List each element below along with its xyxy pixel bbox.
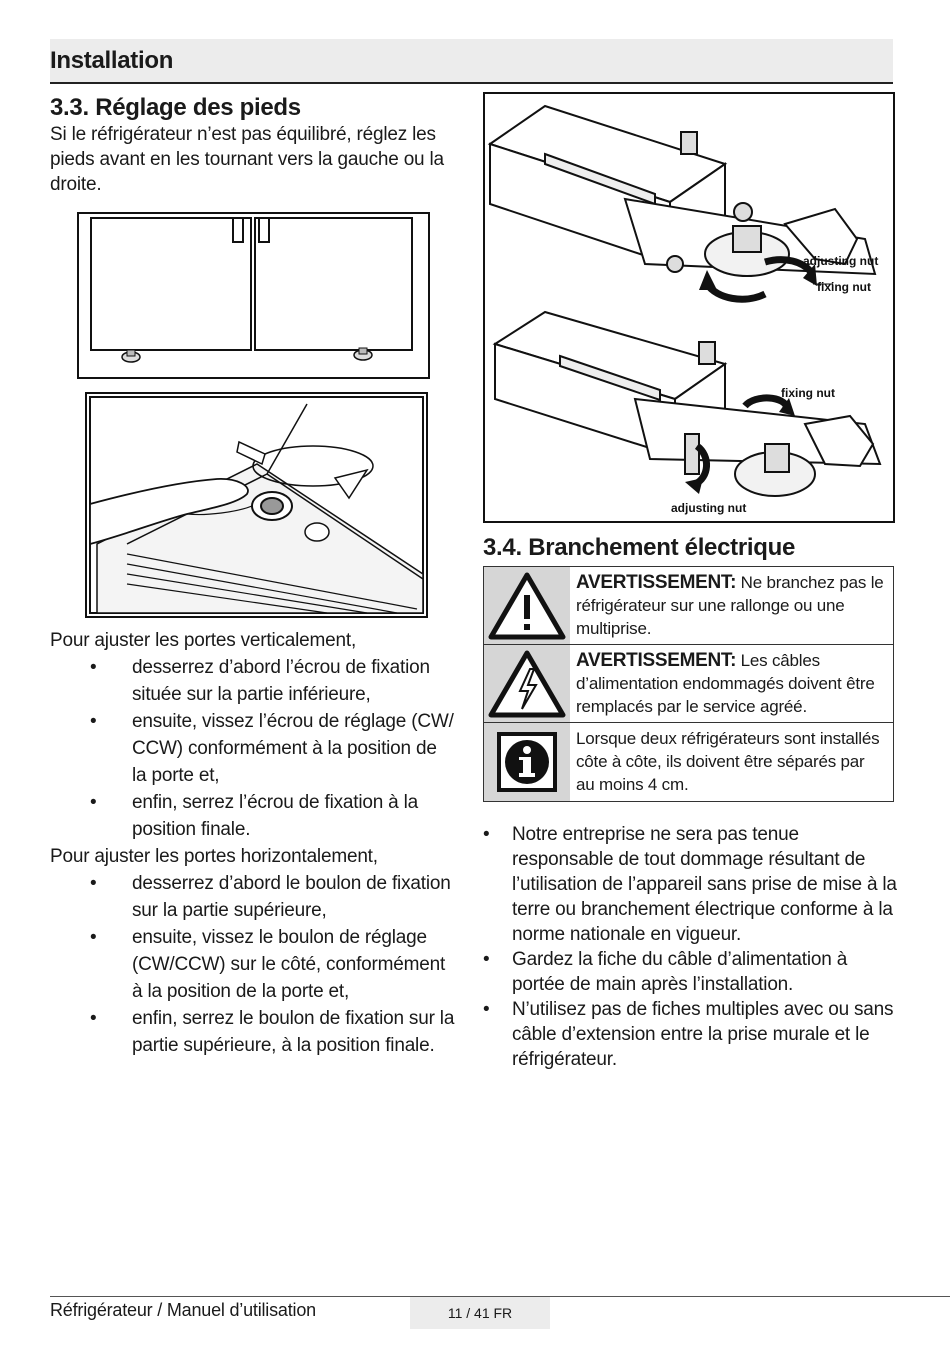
notice-text [570,567,893,644]
footer-doc-title: Réfrigérateur / Manuel d’utilisation [50,1300,316,1320]
notice-row [484,722,893,801]
notice-body: Lorsque deux réfrigérateurs sont installés côte à côte, ils doivent être séparés par au moins 4 cm. [576,729,880,794]
list-item: • Notre entreprise ne sera pas tenue responsable de tout dommage résultant de l’utilisation de l’appareil sans prise de mise à la terre ou branchement électrique conforme à la norme nationale en vigueur. [483,822,898,947]
list-item: • enfin, serrez le boulon de fixation sur la partie supérieure, à la position finale. [50,1005,455,1059]
notice-table [483,566,894,802]
electrical-bullets [483,822,898,1072]
fixing-nut-label-bottom: fixing nut [781,386,835,400]
list-item: • enfin, serrez l’écrou de fixation à la position finale. [50,789,455,843]
fixing-nut-label-top: fixing nut [817,280,871,294]
notice-row [484,567,893,644]
section-3-3-title: 3.3. Réglage des pieds [50,94,301,121]
notice-heading: AVERTISSEMENT: [576,650,737,671]
warning-triangle-icon [484,567,570,644]
list-item: • N’utilisez pas de fiches multiples avec ou sans câble d’extension entre la prise murale et le réfrigérateur. [483,997,898,1072]
notice-row [484,644,893,722]
header-bar [50,39,893,84]
footer-page-number: 11 / 41 FR [410,1297,550,1329]
fridge-front-figure [77,212,430,379]
vertical-adjust-intro: Pour ajuster les portes verticalement, [50,630,357,651]
info-icon [484,723,570,801]
hinge-nut-figure [483,92,895,523]
horizontal-adjust-intro: Pour ajuster les portes horizontalement, [50,846,378,867]
electric-hazard-icon [484,645,570,722]
list-item: • ensuite, vissez l’écrou de réglage (CW/ CCW) conformément à la position de la porte et, [50,708,455,789]
notice-heading: AVERTISSEMENT: [576,572,737,593]
notice-text [570,723,893,801]
notice-text [570,645,893,722]
adjusting-nut-label-top: adjusting nut [803,254,879,268]
list-item: • desserrez d’abord le boulon de fixation sur la partie supérieure, [50,870,455,924]
header-title: Installation [50,47,174,74]
section-3-4-title: 3.4. Branchement électrique [483,534,796,561]
adjusting-nut-label-bottom: adjusting nut [671,501,747,515]
foot-adjust-figure [85,392,428,618]
list-item: • Gardez la fiche du câble d’alimentation à portée de main après l’installation. [483,947,898,997]
section-3-3-intro: Si le réfrigérateur n’est pas équilibré, réglez les pieds avant en les tournant vers la gauche ou la droite. [50,124,444,195]
list-item: • desserrez d’abord l’écrou de fixation située sur la partie inférieure, [50,654,455,708]
vertical-adjust-list [50,627,455,1059]
notice-body: Les câbles d’alimentation endommagés doivent être remplacés par le service agréé. [576,651,875,716]
list-item: • ensuite, vissez le boulon de réglage (CW/CCW) sur le côté, conformément à la position de la porte et, [50,924,455,1005]
notice-body: Ne branchez pas le réfrigérateur sur une rallonge ou une multiprise. [576,573,884,638]
